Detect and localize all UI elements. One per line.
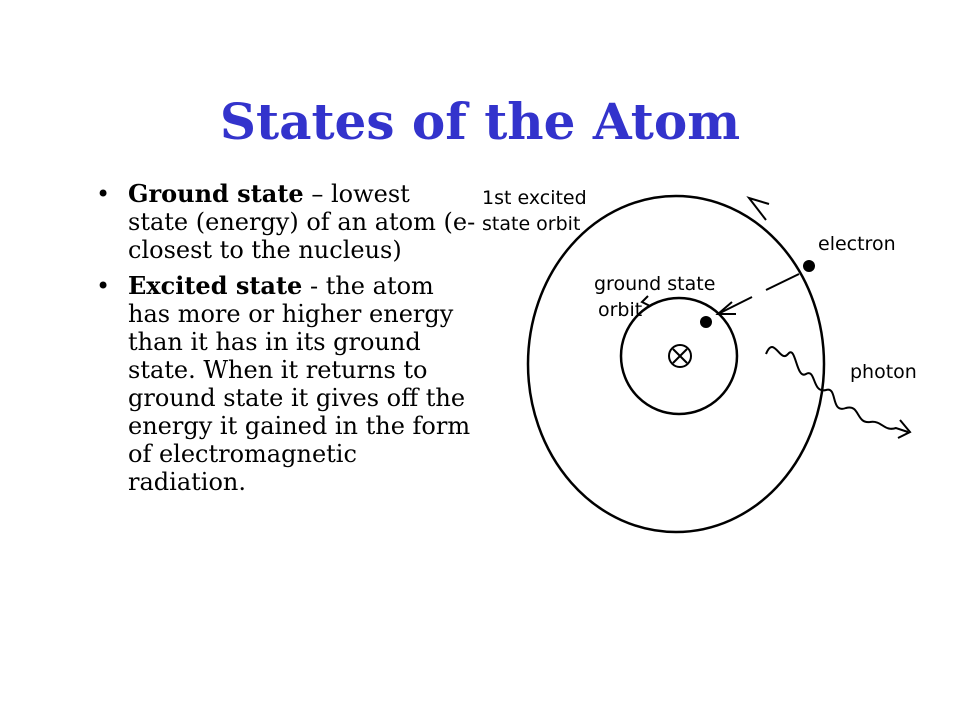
orbit-direction-arrow-icon <box>749 198 769 220</box>
nucleus-icon <box>669 345 691 367</box>
label-ground-orbit-2: orbit <box>598 299 643 321</box>
bullet-separator: – <box>303 180 331 208</box>
bullet-text: the atom has more or higher energy than it has in its ground state. When it returns to ground state it gives off the energy it gained in the form of electromagnetic radiation. <box>128 272 471 496</box>
bullet-excited-state <box>96 272 476 496</box>
atom-diagram-svg <box>470 168 930 548</box>
bullet-term: Excited state <box>128 271 303 300</box>
label-electron: electron <box>818 233 896 255</box>
bullet-list <box>96 180 476 504</box>
bullet-text: lowest state (energy) of an atom (e- closest to the nucleus) <box>128 180 476 264</box>
atom-diagram <box>470 168 930 548</box>
label-photon: photon <box>850 361 917 383</box>
label-excited-orbit-1: 1st excited <box>482 187 587 209</box>
bullet-term: Ground state <box>128 179 304 208</box>
slide-title: States of the Atom <box>219 92 741 151</box>
excited-orbit <box>528 196 824 532</box>
bullet-symbol: • <box>96 180 111 208</box>
excited-electron-icon <box>803 260 815 272</box>
photon-wave-icon <box>766 347 908 432</box>
label-excited-orbit-2: state orbit <box>482 213 581 235</box>
bullet-symbol: • <box>96 272 111 300</box>
bullet-separator: - <box>302 272 326 300</box>
transition-arrow-icon <box>718 274 799 314</box>
ground-electron-icon <box>700 316 712 328</box>
bullet-ground-state <box>96 180 476 264</box>
label-ground-orbit-1: ground state <box>594 273 716 295</box>
ground-direction-arrow-icon <box>642 296 650 306</box>
